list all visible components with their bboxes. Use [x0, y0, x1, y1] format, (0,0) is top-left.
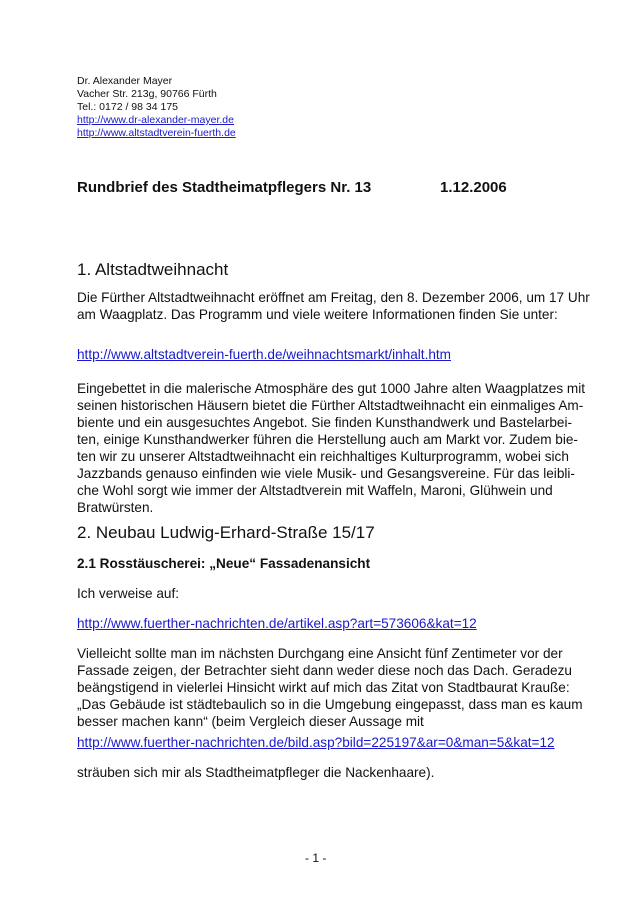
paragraph-line: ten, einige Kunsthandwerker führen die Herstellung auch am Markt vor. Zudem bie-: [77, 432, 578, 447]
paragraph-line: Bratwürsten.: [77, 500, 154, 515]
paragraph-line: Jazzbands genauso einfinden wie viele Musik- und Gesangsvereine. Für das leibli-: [77, 466, 575, 481]
sender-name: Dr. Alexander Mayer: [77, 75, 173, 87]
sender-link-2[interactable]: http://www.altstadtverein-fuerth.de: [77, 127, 236, 139]
paragraph-line: „Das Gebäude ist städtebaulich so in die Umgebung eingepasst, dass man es kaum: [77, 697, 583, 712]
paragraph-line: Fassade zeigen, der Betrachter sieht dann weder diese noch das Dach. Geradezu: [77, 663, 572, 678]
article-link[interactable]: http://www.fuerther-nachrichten.de/artikel.asp?art=573606&kat=12: [77, 616, 477, 631]
page-title: Rundbrief des Stadtheimatpflegers Nr. 13: [77, 179, 372, 196]
intro-text: Ich verweise auf:: [77, 586, 179, 601]
paragraph-line: seinen historischen Häusern bietet die Fürther Altstadtweihnacht ein einmaliges Am-: [77, 398, 584, 413]
sender-link-1[interactable]: http://www.dr-alexander-mayer.de: [77, 114, 234, 126]
section-1-link[interactable]: http://www.altstadtverein-fuerth.de/weihnachtsmarkt/inhalt.htm: [77, 347, 452, 362]
paragraph-line: Eingebettet in die malerische Atmosphäre des gut 1000 Jahre alten Waagplatzes mit: [77, 381, 586, 396]
section-1-heading: 1. Altstadtweihnacht: [77, 260, 229, 279]
paragraph-line: biente und ein ausgesuchtes Angebot. Sie finden Kunsthandwerk und Bastelarbei-: [77, 415, 573, 430]
sender-phone: Tel.: 0172 / 98 34 175: [77, 101, 178, 113]
paragraph-line: beängstigend in vielerlei Hinsicht wirkt auf mich das Zitat von Stadtbaurat Kraußе:: [77, 680, 570, 695]
paragraph-line: am Waagplatz. Das Programm und viele weitere Informationen finden Sie unter:: [77, 307, 558, 322]
section-2-heading: 2. Neubau Ludwig-Erhard-Straße 15/17: [77, 523, 375, 542]
paragraph-line: besser machen kann“ (beim Vergleich dieser Aussage mit: [77, 714, 424, 729]
sender-address: Vacher Str. 213g, 90766 Fürth: [77, 88, 217, 100]
page-number: - 1 -: [305, 851, 327, 865]
paragraph-line: che Wohl sorgt wie immer der Altstadtverein mit Waffeln, Maroni, Glühwein und: [77, 483, 553, 498]
paragraph-line: Die Fürther Altstadtweihnacht eröffnet am Freitag, den 8. Dezember 2006, um 17 Uhr: [77, 290, 590, 305]
image-link[interactable]: http://www.fuerther-nachrichten.de/bild.asp?bild=225197&ar=0&man=5&kat=12: [77, 735, 555, 750]
closing-text: sträuben sich mir als Stadtheimatpfleger die Nackenhaare).: [77, 765, 435, 780]
date: 1.12.2006: [440, 179, 507, 196]
paragraph-line: Vielleicht sollte man im nächsten Durchgang eine Ansicht fünf Zentimeter vor der: [77, 646, 563, 661]
paragraph-line: ten wir zu unserer Altstadtweihnacht ein reichhaltiges Kulturprogramm, wobei sich: [77, 449, 569, 464]
section-2-1-heading: 2.1 Rosstäuscherei: „Neue“ Fassadenansicht: [77, 556, 371, 571]
